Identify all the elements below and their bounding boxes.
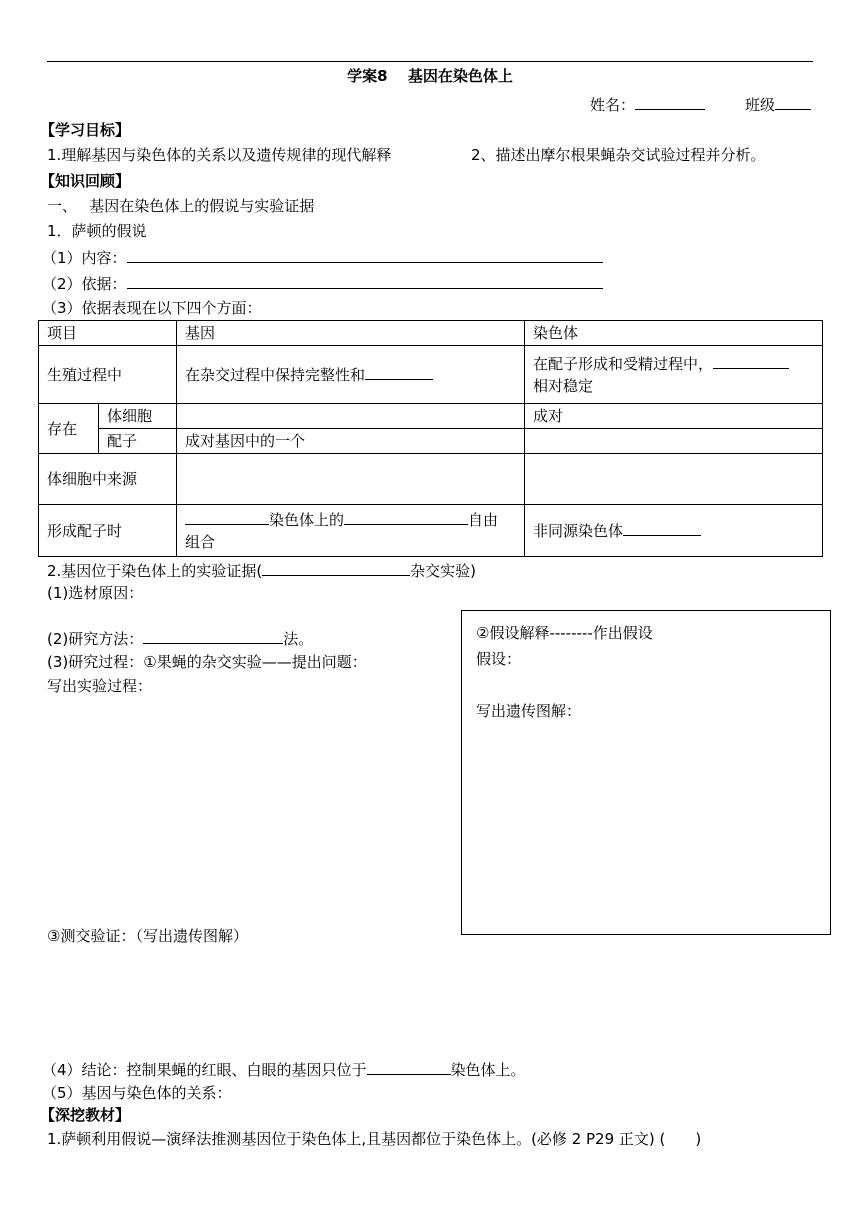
table-blank[interactable] bbox=[623, 520, 701, 536]
experiment-blank[interactable] bbox=[262, 560, 410, 576]
box-hypothesis: 假设： bbox=[476, 650, 522, 668]
item-1: 1．萨顿的假说 bbox=[47, 222, 147, 240]
item-2-2 bbox=[47, 628, 313, 649]
row-chrom-cell[interactable] bbox=[525, 429, 823, 454]
header-chromosome: 染色体 bbox=[525, 321, 823, 346]
method-blank[interactable] bbox=[143, 628, 283, 644]
goal-1: 1.理解基因与染色体的关系以及遗传规律的现代解释 bbox=[47, 146, 392, 164]
row-sublabel: 体细胞 bbox=[99, 404, 177, 429]
item-2-2-text-a: (2)研究方法： bbox=[47, 630, 144, 648]
row-label: 形成配子时 bbox=[39, 505, 177, 557]
item-4-text-b: 染色体上。 bbox=[450, 1061, 526, 1079]
row-gene-text-2: 自由 bbox=[468, 510, 499, 529]
goals-heading: 【学习目标】 bbox=[40, 121, 131, 139]
row-chrom-cell[interactable] bbox=[525, 454, 823, 505]
item-2-3: (3)研究过程：①果蝇的杂交实验——提出问题： bbox=[47, 653, 367, 671]
top-rule bbox=[47, 61, 813, 62]
table-row bbox=[39, 454, 823, 505]
item-2-text-a: 2.基因位于染色体上的实验证据( bbox=[47, 562, 263, 580]
page-title: 学案8 基因在染色体上 bbox=[347, 67, 513, 85]
class-blank[interactable] bbox=[775, 94, 811, 110]
table-row bbox=[39, 505, 823, 557]
table-blank[interactable] bbox=[185, 509, 269, 525]
row-gene-cell[interactable] bbox=[177, 454, 525, 505]
item-2-2-text-b: 法。 bbox=[283, 630, 314, 648]
item-1-2-label: （2）依据： bbox=[42, 275, 127, 293]
item-4 bbox=[42, 1059, 526, 1080]
class-label: 班级 bbox=[745, 96, 776, 114]
class-field bbox=[745, 94, 811, 115]
box-diagram: 写出遗传图解： bbox=[476, 702, 582, 720]
row-label: 生殖过程中 bbox=[39, 346, 177, 404]
item-1-1-label: （1）内容： bbox=[42, 249, 127, 267]
name-field bbox=[590, 94, 705, 115]
item-2 bbox=[47, 560, 476, 581]
item-5: （5）基因与染色体的关系： bbox=[42, 1084, 232, 1102]
table-row bbox=[39, 346, 823, 404]
row-gene-cell[interactable] bbox=[177, 404, 525, 429]
goal-2: 2、描述出摩尔根果蝇杂交试验过程并分析。 bbox=[471, 146, 766, 164]
row-chrom-text-2: 相对稳定 bbox=[533, 376, 594, 395]
row-gene-cell: 成对基因中的一个 bbox=[177, 429, 525, 454]
row-gene-text-3: 组合 bbox=[185, 532, 216, 551]
table-row bbox=[39, 404, 823, 429]
table-blank[interactable] bbox=[344, 509, 468, 525]
header-item: 项目 bbox=[39, 321, 177, 346]
dig-1: 1.萨顿利用假说—演绎法推测基因位于染色体上,且基因都位于染色体上。(必修 2 P29 正文) ( ) bbox=[47, 1130, 702, 1148]
dig-heading: 【深挖教材】 bbox=[40, 1106, 131, 1124]
conclusion-blank[interactable] bbox=[367, 1059, 451, 1075]
row-chrom-cell: 成对 bbox=[525, 404, 823, 429]
name-label: 姓名： bbox=[590, 96, 636, 114]
row-chrom-cell bbox=[525, 346, 823, 404]
review-heading: 【知识回顾】 bbox=[40, 172, 131, 190]
basis-blank[interactable] bbox=[127, 273, 603, 289]
item-4-text-a: （4）结论：控制果蝇的红眼、白眼的基因只位于 bbox=[42, 1061, 367, 1079]
box-title: ②假设解释--------作出假设 bbox=[476, 624, 653, 642]
item-1-3: （3）依据表现在以下四个方面： bbox=[42, 299, 262, 317]
row-chrom-text: 非同源染色体 bbox=[533, 521, 624, 540]
testcross: ③测交验证：（写出遗传图解） bbox=[47, 927, 248, 945]
row-gene-cell bbox=[177, 346, 525, 404]
hypothesis-box[interactable] bbox=[461, 610, 831, 935]
row-sublabel: 配子 bbox=[99, 429, 177, 454]
table-blank[interactable] bbox=[713, 353, 789, 369]
table-blank[interactable] bbox=[365, 364, 433, 380]
table-row bbox=[39, 429, 823, 454]
item-2-text-b: 杂交实验) bbox=[410, 562, 477, 580]
row-group-label: 存在 bbox=[39, 404, 99, 454]
item-2-1: (1)选材原因： bbox=[47, 584, 144, 602]
header-gene: 基因 bbox=[177, 321, 525, 346]
table-header-row bbox=[39, 321, 823, 346]
row-gene-text: 染色体上的 bbox=[269, 510, 345, 529]
row-chrom-text: 在配子形成和受精过程中， bbox=[533, 354, 714, 373]
row-gene-text: 在杂交过程中保持完整性和 bbox=[185, 365, 366, 384]
name-blank[interactable] bbox=[635, 94, 705, 110]
section-1: 一、 基因在染色体上的假说与实验证据 bbox=[47, 197, 315, 215]
row-label: 体细胞中来源 bbox=[39, 454, 177, 505]
row-gene-cell bbox=[177, 505, 525, 557]
write-process: 写出实验过程： bbox=[47, 677, 153, 695]
comparison-table bbox=[38, 320, 823, 557]
item-1-1 bbox=[42, 247, 603, 268]
item-1-2 bbox=[42, 273, 603, 294]
row-chrom-cell bbox=[525, 505, 823, 557]
content-blank[interactable] bbox=[127, 247, 603, 263]
